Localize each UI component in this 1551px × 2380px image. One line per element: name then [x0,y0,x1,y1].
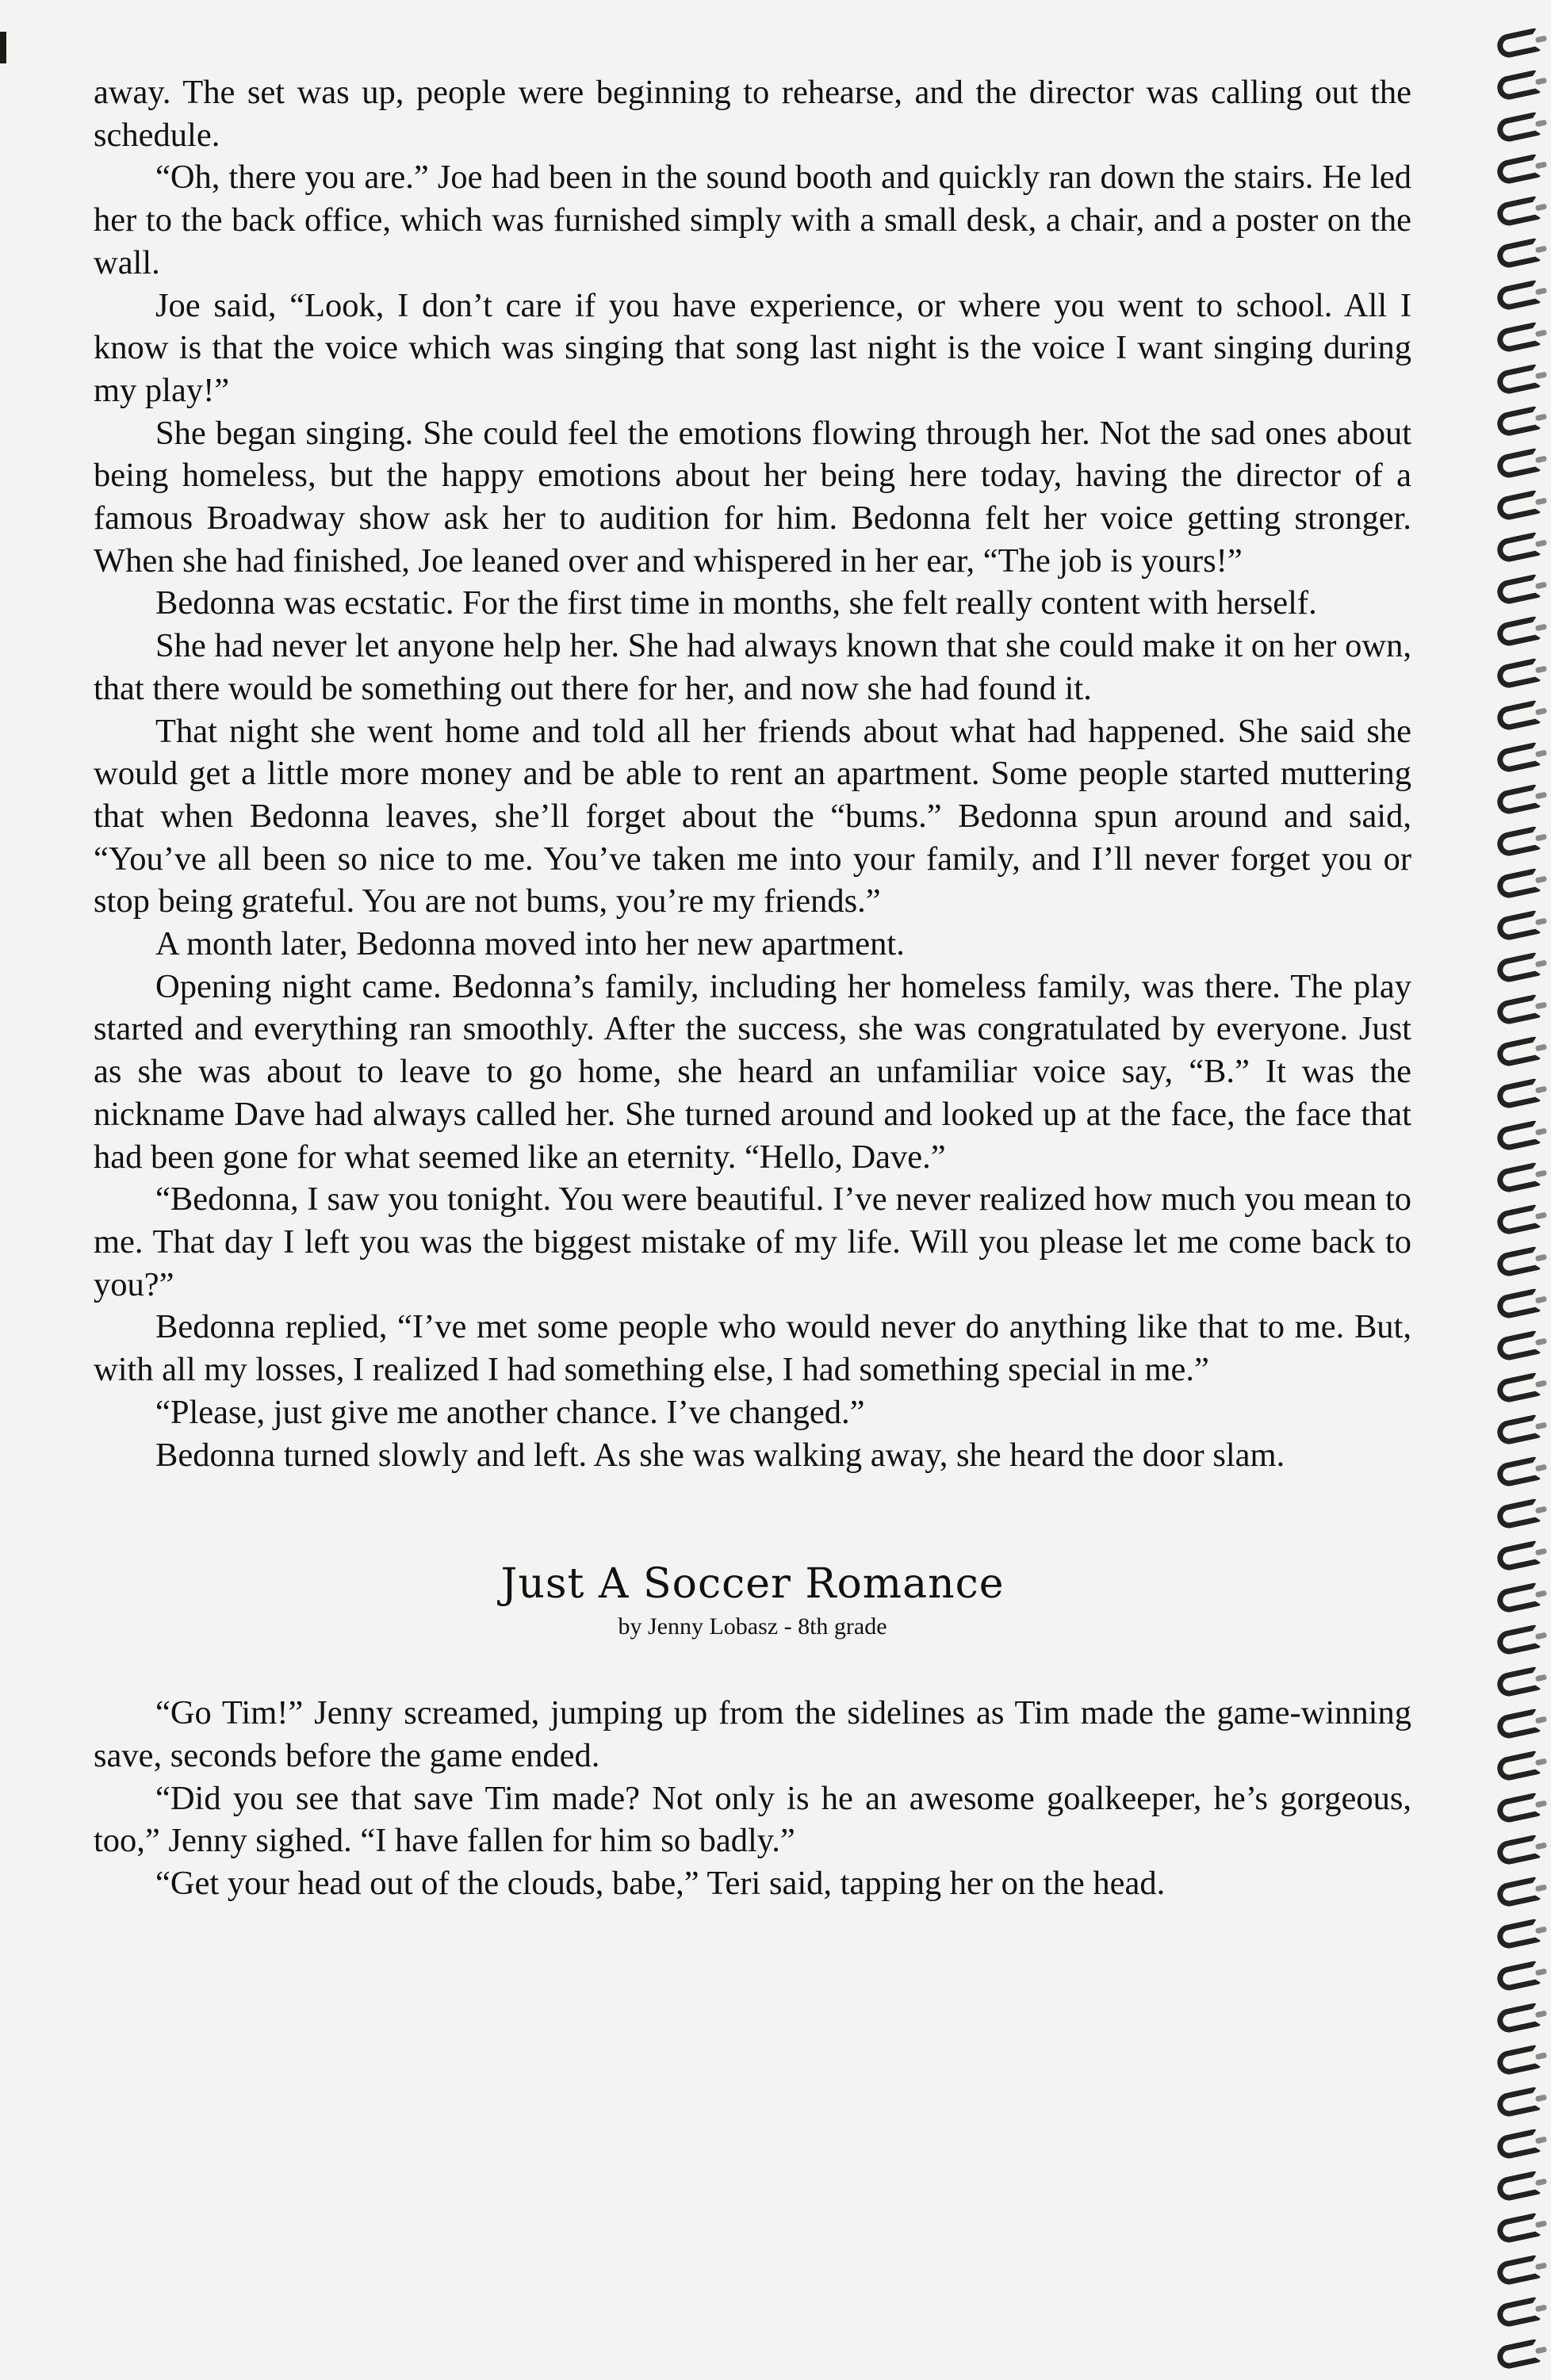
binding-ring-icon [1495,2003,1541,2035]
binding-ring-icon [1495,2255,1541,2287]
binding-ring-icon [1495,364,1541,396]
binding-ring-icon [1495,1919,1541,1951]
paragraph: “Bedonna, I saw you tonight. You were beautiful. I’ve never realized how much you mean to me. That day I left you was the biggest mistake of my life. Will you please let me come back to you?” [94,1180,1411,1303]
binding-ring-icon [1495,322,1541,354]
binding-ring-icon [1495,574,1541,606]
paragraph: away. The set was up, people were beginning to rehearse, and the director was calling out the schedule. [94,74,1411,154]
binding-ring-icon [1495,448,1541,480]
binding-ring-icon [1495,2213,1541,2245]
page-text [94,71,1411,1905]
binding-ring-icon [1495,616,1541,649]
paragraph: “Did you see that save Tim made? Not only is he an awesome goalkeeper, he’s gorgeous, too,” Jenny sighed. “I have fallen for him so badly.” [94,1779,1411,1860]
binding-ring-icon [1495,2339,1541,2371]
paragraph: Bedonna replied, “I’ve met some people who would never do anything like that to me. But, with all my losses, I realized I had something else, I had something special in me.” [94,1308,1411,1389]
binding-ring-icon [1495,1414,1541,1447]
binding-ring-icon [1495,1877,1541,1909]
story-title: Just A Soccer Romance [500,1560,1005,1609]
binding-ring-icon [1495,280,1541,312]
paragraph: “Go Tim!” Jenny screamed, jumping up from the sidelines as Tim made the game-winning save, seconds before the game ended. [94,1694,1411,1774]
binding-ring-icon [1495,784,1541,817]
page-edge-mark [0,32,6,63]
binding-ring-icon [1495,406,1541,438]
paragraph: “Please, just give me another chance. I’ve changed.” [155,1393,865,1431]
binding-ring-icon [1495,700,1541,733]
paragraph: That night she went home and told all her friends about what had happened. She said she would get a little more money and be able to rent an apartment. Some people started muttering that when Bedonna leaves, she’ll forget about the “bums.” Bedonna spun around and said, “You’ve all been so nice to me. You’ve taken me into your family, and I’ll never forget you or stop being grateful. You are not bums, you’re my friends.” [94,712,1411,920]
paragraph: Opening night came. Bedonna’s family, including her homeless family, was there. The play started and everything ran smoothly. After the success, she was congratulated by everyone. Just as she was about to leave to go home, she heard an unfamiliar voice say, “B.” It was the nickname Dave had always called her. She turned around and looked up at the face, the face that had been gone for what seemed like an eternity. “Hello, Dave.” [94,967,1411,1176]
binding-ring-icon [1495,910,1541,943]
binding-ring-icon [1495,952,1541,985]
paragraph: She had never let anyone help her. She had always known that she could make it on her own, that there would be something out there for her, and now she had found it. [94,627,1411,707]
binding-ring-icon [1495,1456,1541,1489]
binding-ring-icon [1495,2045,1541,2077]
paragraph: She began singing. She could feel the emotions flowing through her. Not the sad ones about being homeless, but the happy emotions about her being here today, having the director of a famous Broadway show ask her to audition for him. Bedonna felt her voice getting stronger. When she had finished, Joe leaned over and whispered in her ear, “The job is yours!” [94,414,1411,580]
paragraph: Joe said, “Look, I don’t care if you have experience, or where you went to school. All I know is that the voice which was singing that song last night is the voice I want singing during my play!” [94,286,1411,409]
binding-ring-icon [1495,742,1541,775]
binding-ring-icon [1495,868,1541,901]
binding-ring-icon [1495,1246,1541,1279]
binding-ring-icon [1495,1330,1541,1363]
binding-ring-icon [1495,1708,1541,1741]
binding-ring-icon [1495,1078,1541,1111]
binding-ring-icon [1495,154,1541,186]
paragraph: Bedonna was ecstatic. For the first time in months, she felt really content with herself. [155,584,1317,622]
binding-ring-icon [1495,2297,1541,2329]
binding-ring-icon [1495,994,1541,1027]
binding-ring-icon [1495,1835,1541,1867]
binding-ring-icon [1495,238,1541,270]
binding-ring-icon [1495,1204,1541,1237]
binding-ring-icon [1495,532,1541,564]
paragraph: A month later, Bedonna moved into her new apartment. [155,925,905,963]
binding-ring-icon [1495,1288,1541,1321]
binding-ring-icon [1495,1624,1541,1657]
paragraph: Bedonna turned slowly and left. As she was walking away, she heard the door slam. [155,1436,1285,1474]
binding-ring-icon [1495,2129,1541,2161]
binding-ring-icon [1495,1793,1541,1825]
binding-ring-icon [1495,826,1541,859]
binding-ring-icon [1495,70,1541,102]
binding-ring-icon [1495,490,1541,522]
binding-ring-icon [1495,2087,1541,2119]
binding-ring-icon [1495,28,1541,60]
binding-ring-icon [1495,1498,1541,1531]
binding-ring-icon [1495,112,1541,144]
binding-ring-icon [1495,1666,1541,1699]
paragraph: “Oh, there you are.” Joe had been in the sound booth and quickly ran down the stairs. He led her to the back office, which was furnished simply with a small desk, a chair, and a poster on the wall. [94,159,1411,281]
binding-ring-icon [1495,1961,1541,1993]
binding-ring-icon [1495,1582,1541,1615]
binding-ring-icon [1495,2171,1541,2203]
binding-ring-icon [1495,1162,1541,1195]
binding-ring-icon [1495,658,1541,691]
binding-ring-icon [1495,1120,1541,1153]
spiral-binding-icon [1483,0,1551,2380]
binding-ring-icon [1495,1036,1541,1069]
paragraph: “Get your head out of the clouds, babe,” Teri said, tapping her on the head. [155,1865,1166,1903]
binding-ring-icon [1495,1540,1541,1573]
binding-ring-icon [1495,1751,1541,1783]
story-byline: by Jenny Lobasz - 8th grade [618,1613,887,1640]
binding-ring-icon [1495,196,1541,228]
binding-ring-icon [1495,1372,1541,1405]
